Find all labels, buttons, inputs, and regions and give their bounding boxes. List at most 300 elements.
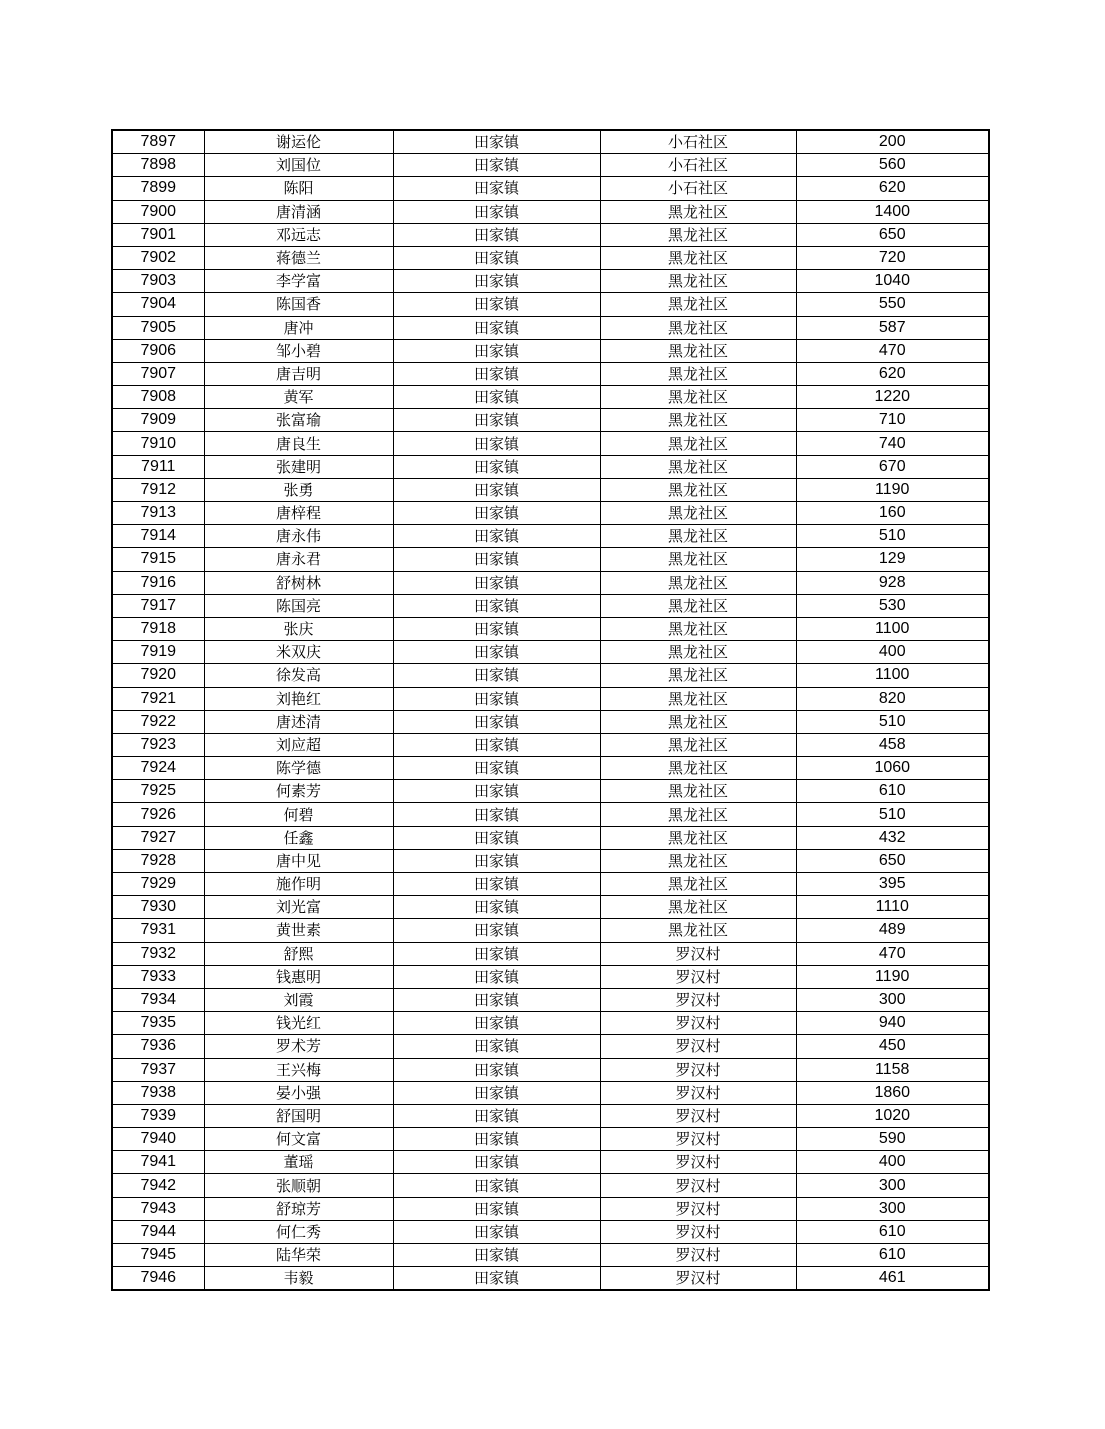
cell-town: 田家镇 [393,733,600,756]
cell-name: 舒国明 [204,1104,393,1127]
cell-id: 7913 [112,502,204,525]
cell-id: 7924 [112,757,204,780]
cell-name: 罗术芳 [204,1035,393,1058]
table-row [112,896,989,919]
cell-town: 田家镇 [393,525,600,548]
cell-id: 7933 [112,965,204,988]
cell-town: 田家镇 [393,780,600,803]
cell-id: 7926 [112,803,204,826]
cell-id: 7916 [112,571,204,594]
cell-town: 田家镇 [393,200,600,223]
cell-amount: 1100 [796,664,989,687]
cell-village: 罗汉村 [600,1128,796,1151]
cell-amount: 450 [796,1035,989,1058]
cell-village: 黑龙社区 [600,409,796,432]
cell-village: 罗汉村 [600,1012,796,1035]
cell-town: 田家镇 [393,409,600,432]
cell-id: 7936 [112,1035,204,1058]
cell-village: 黑龙社区 [600,502,796,525]
table-row [112,223,989,246]
cell-town: 田家镇 [393,873,600,896]
cell-name: 唐永君 [204,548,393,571]
cell-id: 7927 [112,826,204,849]
cell-town: 田家镇 [393,362,600,385]
cell-id: 7899 [112,177,204,200]
cell-village: 黑龙社区 [600,548,796,571]
cell-town: 田家镇 [393,455,600,478]
cell-village: 黑龙社区 [600,710,796,733]
table-row [112,1244,989,1267]
cell-amount: 1400 [796,200,989,223]
cell-town: 田家镇 [393,594,600,617]
table-row [112,270,989,293]
cell-id: 7940 [112,1128,204,1151]
cell-name: 李学富 [204,270,393,293]
cell-village: 黑龙社区 [600,919,796,942]
cell-village: 黑龙社区 [600,664,796,687]
cell-town: 田家镇 [393,478,600,501]
cell-amount: 470 [796,942,989,965]
cell-amount: 200 [796,130,989,154]
cell-id: 7919 [112,641,204,664]
table-row [112,1174,989,1197]
cell-name: 王兴梅 [204,1058,393,1081]
cell-id: 7935 [112,1012,204,1035]
cell-id: 7944 [112,1220,204,1243]
cell-amount: 650 [796,223,989,246]
cell-name: 唐永伟 [204,525,393,548]
cell-id: 7932 [112,942,204,965]
cell-amount: 300 [796,1174,989,1197]
cell-village: 黑龙社区 [600,571,796,594]
cell-amount: 587 [796,316,989,339]
cell-village: 小石社区 [600,177,796,200]
cell-town: 田家镇 [393,1244,600,1267]
cell-town: 田家镇 [393,246,600,269]
cell-town: 田家镇 [393,1220,600,1243]
cell-amount: 560 [796,154,989,177]
cell-name: 唐述清 [204,710,393,733]
cell-village: 罗汉村 [600,1220,796,1243]
cell-name: 何素芳 [204,780,393,803]
cell-name: 张勇 [204,478,393,501]
table-row [112,641,989,664]
cell-village: 小石社区 [600,130,796,154]
table-row [112,919,989,942]
cell-amount: 510 [796,525,989,548]
cell-id: 7902 [112,246,204,269]
cell-village: 黑龙社区 [600,316,796,339]
cell-village: 黑龙社区 [600,594,796,617]
cell-village: 黑龙社区 [600,246,796,269]
cell-village: 黑龙社区 [600,757,796,780]
cell-town: 田家镇 [393,617,600,640]
cell-name: 刘艳红 [204,687,393,710]
cell-village: 黑龙社区 [600,873,796,896]
cell-name: 张庆 [204,617,393,640]
cell-id: 7917 [112,594,204,617]
table-row [112,293,989,316]
cell-town: 田家镇 [393,687,600,710]
cell-amount: 590 [796,1128,989,1151]
cell-name: 陈阳 [204,177,393,200]
cell-name: 晏小强 [204,1081,393,1104]
cell-village: 黑龙社区 [600,525,796,548]
cell-id: 7904 [112,293,204,316]
cell-village: 黑龙社区 [600,687,796,710]
cell-amount: 461 [796,1267,989,1291]
cell-amount: 400 [796,641,989,664]
table-row [112,826,989,849]
cell-town: 田家镇 [393,641,600,664]
table-row [112,200,989,223]
cell-town: 田家镇 [393,1035,600,1058]
cell-id: 7925 [112,780,204,803]
cell-amount: 620 [796,362,989,385]
cell-village: 罗汉村 [600,942,796,965]
table-row [112,1128,989,1151]
table-row [112,1197,989,1220]
cell-name: 蒋德兰 [204,246,393,269]
cell-amount: 610 [796,1244,989,1267]
table-row [112,432,989,455]
cell-id: 7900 [112,200,204,223]
table-row [112,455,989,478]
cell-town: 田家镇 [393,1128,600,1151]
cell-name: 董瑶 [204,1151,393,1174]
cell-id: 7941 [112,1151,204,1174]
cell-village: 黑龙社区 [600,617,796,640]
table-row [112,339,989,362]
cell-town: 田家镇 [393,965,600,988]
cell-name: 米双庆 [204,641,393,664]
cell-id: 7946 [112,1267,204,1291]
table-row [112,1035,989,1058]
table-row [112,757,989,780]
cell-name: 唐清涵 [204,200,393,223]
cell-id: 7938 [112,1081,204,1104]
cell-town: 田家镇 [393,988,600,1011]
cell-name: 唐冲 [204,316,393,339]
cell-id: 7929 [112,873,204,896]
cell-town: 田家镇 [393,757,600,780]
cell-town: 田家镇 [393,1197,600,1220]
cell-town: 田家镇 [393,154,600,177]
cell-village: 罗汉村 [600,1151,796,1174]
cell-name: 张建明 [204,455,393,478]
cell-amount: 610 [796,1220,989,1243]
cell-id: 7905 [112,316,204,339]
cell-amount: 432 [796,826,989,849]
cell-amount: 740 [796,432,989,455]
cell-id: 7914 [112,525,204,548]
cell-amount: 1190 [796,478,989,501]
cell-amount: 300 [796,1197,989,1220]
cell-town: 田家镇 [393,432,600,455]
cell-amount: 670 [796,455,989,478]
cell-name: 刘光富 [204,896,393,919]
table-row [112,965,989,988]
cell-village: 黑龙社区 [600,270,796,293]
cell-amount: 160 [796,502,989,525]
cell-town: 田家镇 [393,664,600,687]
cell-town: 田家镇 [393,548,600,571]
cell-id: 7921 [112,687,204,710]
cell-village: 罗汉村 [600,965,796,988]
cell-amount: 510 [796,803,989,826]
cell-id: 7923 [112,733,204,756]
table-row [112,478,989,501]
cell-town: 田家镇 [393,1174,600,1197]
cell-amount: 1110 [796,896,989,919]
table-row [112,409,989,432]
cell-name: 韦毅 [204,1267,393,1291]
cell-town: 田家镇 [393,223,600,246]
table-row [112,571,989,594]
cell-village: 小石社区 [600,154,796,177]
table-row [112,687,989,710]
cell-id: 7898 [112,154,204,177]
table-row [112,548,989,571]
cell-amount: 458 [796,733,989,756]
cell-village: 黑龙社区 [600,339,796,362]
cell-name: 唐中见 [204,849,393,872]
cell-village: 黑龙社区 [600,733,796,756]
cell-amount: 530 [796,594,989,617]
cell-id: 7910 [112,432,204,455]
cell-id: 7912 [112,478,204,501]
cell-id: 7922 [112,710,204,733]
cell-amount: 940 [796,1012,989,1035]
cell-amount: 395 [796,873,989,896]
table-row [112,525,989,548]
cell-id: 7943 [112,1197,204,1220]
cell-village: 黑龙社区 [600,200,796,223]
cell-amount: 1100 [796,617,989,640]
cell-id: 7918 [112,617,204,640]
cell-town: 田家镇 [393,919,600,942]
cell-amount: 1860 [796,1081,989,1104]
table-row [112,664,989,687]
cell-village: 黑龙社区 [600,362,796,385]
table-row [112,246,989,269]
table-row [112,130,989,154]
cell-name: 钱惠明 [204,965,393,988]
cell-village: 黑龙社区 [600,641,796,664]
cell-id: 7907 [112,362,204,385]
cell-name: 黄世素 [204,919,393,942]
cell-town: 田家镇 [393,386,600,409]
cell-name: 刘霞 [204,988,393,1011]
cell-amount: 510 [796,710,989,733]
cell-town: 田家镇 [393,1058,600,1081]
cell-town: 田家镇 [393,849,600,872]
cell-town: 田家镇 [393,1104,600,1127]
cell-amount: 1060 [796,757,989,780]
table-row [112,1267,989,1291]
cell-village: 黑龙社区 [600,803,796,826]
table-row [112,1012,989,1035]
table-row [112,873,989,896]
cell-amount: 1190 [796,965,989,988]
cell-village: 罗汉村 [600,1104,796,1127]
cell-town: 田家镇 [393,826,600,849]
table-row [112,780,989,803]
table-row [112,733,989,756]
cell-id: 7928 [112,849,204,872]
table-row [112,617,989,640]
cell-name: 何仁秀 [204,1220,393,1243]
table-row [112,154,989,177]
cell-town: 田家镇 [393,177,600,200]
cell-name: 唐吉明 [204,362,393,385]
table-row [112,1104,989,1127]
cell-id: 7906 [112,339,204,362]
cell-village: 罗汉村 [600,1197,796,1220]
cell-name: 何碧 [204,803,393,826]
table-row [112,942,989,965]
cell-name: 谢运伦 [204,130,393,154]
cell-id: 7939 [112,1104,204,1127]
cell-village: 黑龙社区 [600,386,796,409]
cell-town: 田家镇 [393,942,600,965]
table-row [112,988,989,1011]
cell-name: 舒熙 [204,942,393,965]
cell-id: 7942 [112,1174,204,1197]
cell-amount: 610 [796,780,989,803]
cell-town: 田家镇 [393,803,600,826]
cell-name: 黄军 [204,386,393,409]
cell-amount: 550 [796,293,989,316]
table-row [112,849,989,872]
cell-town: 田家镇 [393,293,600,316]
cell-village: 黑龙社区 [600,432,796,455]
cell-id: 7937 [112,1058,204,1081]
cell-town: 田家镇 [393,339,600,362]
cell-town: 田家镇 [393,502,600,525]
table-row [112,177,989,200]
cell-name: 舒树林 [204,571,393,594]
data-table [111,129,990,1291]
cell-name: 唐良生 [204,432,393,455]
cell-town: 田家镇 [393,270,600,293]
cell-village: 罗汉村 [600,1267,796,1291]
cell-town: 田家镇 [393,316,600,339]
cell-id: 7911 [112,455,204,478]
cell-name: 徐发高 [204,664,393,687]
cell-name: 张富瑜 [204,409,393,432]
cell-name: 何文富 [204,1128,393,1151]
cell-amount: 1020 [796,1104,989,1127]
cell-town: 田家镇 [393,1267,600,1291]
table-row [112,316,989,339]
cell-name: 陈国亮 [204,594,393,617]
cell-village: 黑龙社区 [600,896,796,919]
cell-amount: 1158 [796,1058,989,1081]
cell-name: 邓远志 [204,223,393,246]
cell-village: 罗汉村 [600,1174,796,1197]
cell-village: 黑龙社区 [600,223,796,246]
cell-id: 7945 [112,1244,204,1267]
table-row [112,1081,989,1104]
cell-village: 黑龙社区 [600,849,796,872]
cell-id: 7931 [112,919,204,942]
cell-name: 刘应超 [204,733,393,756]
cell-name: 陈学德 [204,757,393,780]
cell-village: 罗汉村 [600,1081,796,1104]
cell-amount: 400 [796,1151,989,1174]
cell-town: 田家镇 [393,571,600,594]
cell-amount: 928 [796,571,989,594]
cell-amount: 620 [796,177,989,200]
cell-name: 邹小碧 [204,339,393,362]
cell-name: 任鑫 [204,826,393,849]
table-row [112,710,989,733]
cell-village: 罗汉村 [600,988,796,1011]
cell-town: 田家镇 [393,710,600,733]
cell-name: 陈国香 [204,293,393,316]
cell-id: 7909 [112,409,204,432]
cell-village: 黑龙社区 [600,293,796,316]
cell-town: 田家镇 [393,1151,600,1174]
cell-id: 7897 [112,130,204,154]
cell-amount: 129 [796,548,989,571]
table-row [112,594,989,617]
cell-id: 7930 [112,896,204,919]
cell-id: 7920 [112,664,204,687]
cell-amount: 1220 [796,386,989,409]
cell-id: 7915 [112,548,204,571]
cell-id: 7908 [112,386,204,409]
table-row [112,803,989,826]
cell-amount: 470 [796,339,989,362]
table-row [112,502,989,525]
cell-id: 7901 [112,223,204,246]
cell-name: 唐梓程 [204,502,393,525]
cell-village: 黑龙社区 [600,478,796,501]
cell-village: 黑龙社区 [600,455,796,478]
cell-village: 黑龙社区 [600,826,796,849]
cell-name: 钱光红 [204,1012,393,1035]
cell-id: 7903 [112,270,204,293]
table-row [112,1220,989,1243]
cell-id: 7934 [112,988,204,1011]
cell-town: 田家镇 [393,1081,600,1104]
cell-name: 舒琼芳 [204,1197,393,1220]
cell-village: 罗汉村 [600,1035,796,1058]
table-row [112,386,989,409]
cell-village: 黑龙社区 [600,780,796,803]
cell-name: 刘国位 [204,154,393,177]
cell-town: 田家镇 [393,896,600,919]
table-row [112,362,989,385]
cell-name: 施作明 [204,873,393,896]
cell-amount: 1040 [796,270,989,293]
cell-amount: 710 [796,409,989,432]
cell-village: 罗汉村 [600,1058,796,1081]
table-body [112,130,989,1290]
cell-amount: 720 [796,246,989,269]
table-row [112,1151,989,1174]
cell-village: 罗汉村 [600,1244,796,1267]
cell-name: 陆华荣 [204,1244,393,1267]
cell-amount: 489 [796,919,989,942]
table-row [112,1058,989,1081]
cell-amount: 820 [796,687,989,710]
cell-name: 张顺朝 [204,1174,393,1197]
cell-town: 田家镇 [393,1012,600,1035]
cell-amount: 650 [796,849,989,872]
